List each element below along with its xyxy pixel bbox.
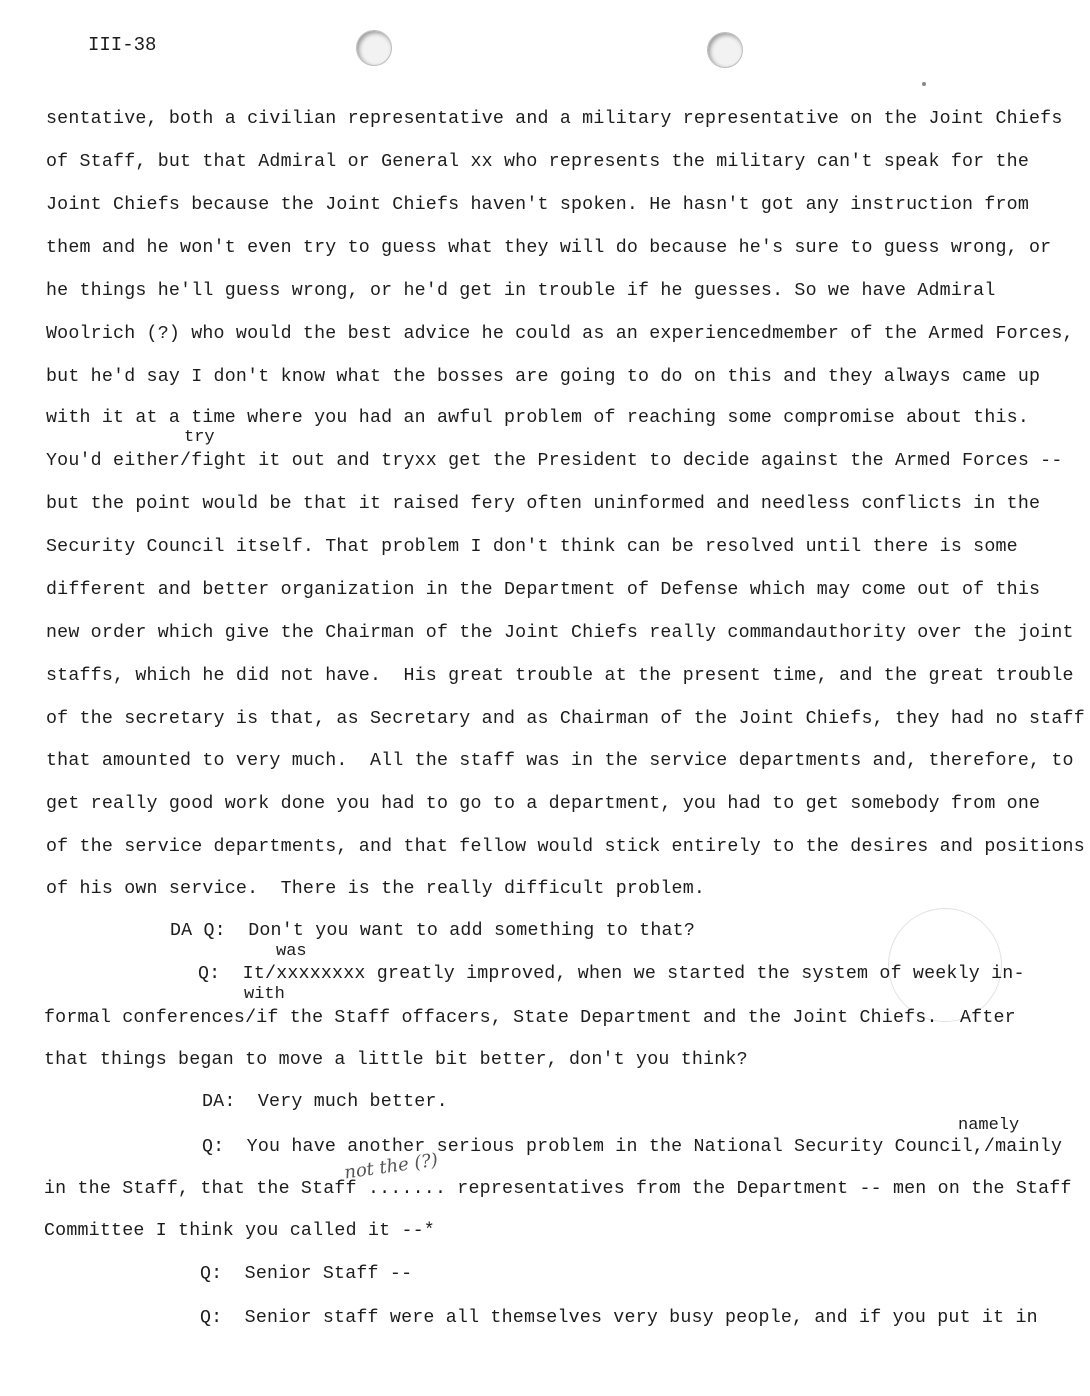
speaker-line: Q: Senior staff were all themselves very busy people, and if you put it in	[200, 1308, 1038, 1328]
text-line: staffs, which he did not have. His great trouble at the present time, and the great trouble	[46, 666, 1074, 686]
text-line: different and better organization in the Department of Defense which may come out of this	[46, 580, 1041, 600]
text-line: get really good work done you had to go to a department, you had to get somebody from one	[46, 794, 1041, 814]
text-line: of the secretary is that, as Secretary and as Chairman of the Joint Chiefs, they had no staff	[46, 709, 1085, 729]
punch-hole	[707, 32, 743, 68]
speaker-line: DA: Very much better.	[202, 1092, 448, 1112]
speaker-line: DA Q: Don't you want to add something to that?	[170, 921, 696, 941]
insertion-was: was	[276, 942, 307, 961]
text-line: in the Staff, that the Staff ....... representatives from the Department -- men on the Staff	[44, 1179, 1072, 1199]
speaker-line: Q: It/xxxxxxxx greatly improved, when we started the system of weekly in-	[198, 964, 1025, 984]
speaker-line: Q: You have another serious problem in the National Security Council,/mainly	[202, 1137, 1063, 1157]
text-line: Woolrich (?) who would the best advice he could as an experiencedmember of the Armed Forces,	[46, 324, 1074, 344]
insertion-namely: namely	[958, 1116, 1020, 1135]
text-line: them and he won't even try to guess what they will do because he's sure to guess wrong, or	[46, 238, 1052, 258]
text-line: with it at a time where you had an awful problem of reaching some compromise about this.	[46, 408, 1030, 428]
text-line: Security Council itself. That problem I don't think can be resolved until there is some	[46, 537, 1018, 557]
text-line: Joint Chiefs because the Joint Chiefs haven't spoken. He hasn't got any instruction from	[46, 195, 1030, 215]
text-line: but he'd say I don't know what the bosses are going to do on this and they always came up	[46, 367, 1041, 387]
insertion-try: try	[184, 428, 215, 447]
text-line: Committee I think you called it --*	[44, 1221, 435, 1241]
page-number: III-38	[88, 34, 157, 56]
text-line: that things began to move a little bit better, don't you think?	[44, 1050, 748, 1070]
ink-speck	[922, 82, 926, 86]
punch-hole	[356, 30, 392, 66]
text-line: that amounted to very much. All the staff was in the service departments and, therefore, to	[46, 751, 1074, 771]
speaker-line: Q: Senior Staff --	[200, 1264, 413, 1284]
text-line: he things he'll guess wrong, or he'd get in trouble if he guesses. So we have Admiral	[46, 281, 996, 301]
handwritten-annotation: not the (?)	[342, 1149, 440, 1184]
text-line: of his own service. There is the really difficult problem.	[46, 879, 706, 899]
text-line: formal conferences/if the Staff offacers, State Department and the Joint Chiefs. After	[44, 1008, 1016, 1028]
text-line: sentative, both a civilian representative and a military representative on the Joint Chiefs	[46, 109, 1063, 129]
text-line: of Staff, but that Admiral or General xx who represents the military can't speak for the	[46, 152, 1030, 172]
text-line: but the point would be that it raised fery often uninformed and needless conflicts in the	[46, 494, 1041, 514]
text-line: new order which give the Chairman of the Joint Chiefs really commandauthority over the joint	[46, 623, 1074, 643]
insertion-with: with	[244, 985, 285, 1004]
text-line: You'd either/fight it out and tryxx get the President to decide against the Armed Forces --	[46, 451, 1063, 471]
text-line: of the service departments, and that fellow would stick entirely to the desires and positions	[46, 837, 1085, 857]
